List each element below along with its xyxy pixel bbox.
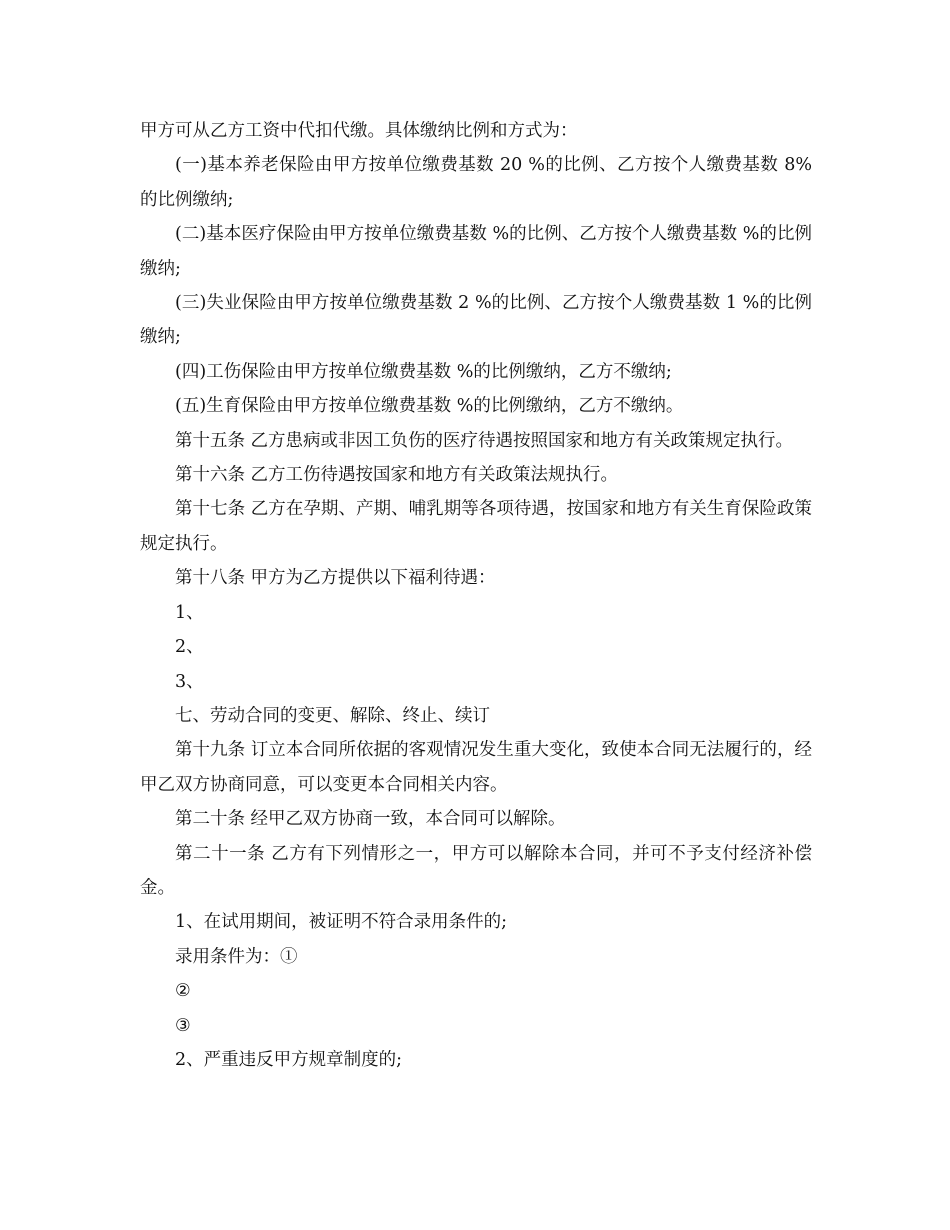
benefit-item-1: 1、 — [175, 602, 204, 623]
benefit-item-2: 2、 — [175, 637, 204, 658]
article-21-item-2: 2、严重违反甲方规章制度的; — [175, 1049, 403, 1070]
paragraph-intro: 甲方可从乙方工资中代扣代缴。具体缴纳比例和方式为： — [140, 121, 578, 141]
article-17: 第十七条 乙方在孕期、产期、哺乳期等各项待遇，按国家和地方有关生育保险政策规定执行。 — [140, 499, 812, 554]
paragraph-maternity-insurance: (五)生育保险由甲方按单位缴费基数 %的比例缴纳，乙方不缴纳。 — [175, 396, 684, 417]
document-body — [140, 114, 812, 1077]
hiring-conditions: 录用条件为：① — [175, 946, 298, 967]
article-18: 第十八条 甲方为乙方提供以下福利待遇： — [175, 568, 496, 589]
hiring-condition-2: ② — [175, 981, 191, 1002]
section-heading-7: 七、劳动合同的变更、解除、终止、续订 — [175, 705, 490, 726]
paragraph-medical-insurance: (二)基本医疗保险由甲方按单位缴费基数 %的比例、乙方按个人缴费基数 %的比例缴纳; — [140, 224, 812, 279]
article-19: 第十九条 订立本合同所依据的客观情况发生重大变化，致使本合同无法履行的，经甲乙双方协商同意，可以变更本合同相关内容。 — [140, 740, 812, 795]
article-16: 第十六条 乙方工伤待遇按国家和地方有关政策法规执行。 — [175, 465, 619, 486]
paragraph-injury-insurance: (四)工伤保险由甲方按单位缴费基数 %的比例缴纳，乙方不缴纳; — [175, 361, 672, 382]
hiring-condition-3: ③ — [175, 1015, 191, 1036]
paragraph-unemployment-insurance: (三)失业保险由甲方按单位缴费基数 2 %的比例、乙方按个人缴费基数 1 %的比例缴纳; — [140, 293, 812, 348]
article-20: 第二十条 经甲乙双方协商一致，本合同可以解除。 — [175, 809, 566, 830]
article-21: 第二十一条 乙方有下列情形之一，甲方可以解除本合同，并可不予支付经济补偿金。 — [140, 843, 812, 898]
benefit-item-3: 3、 — [175, 671, 204, 692]
article-21-item-1: 1、在试用期间，被证明不符合录用条件的; — [175, 912, 508, 933]
paragraph-pension-insurance: (一)基本养老保险由甲方按单位缴费基数 20 %的比例、乙方按个人缴费基数 8%的比例缴纳; — [140, 155, 812, 210]
article-15: 第十五条 乙方患病或非因工负伤的医疗待遇按照国家和地方有关政策规定执行。 — [175, 430, 794, 451]
